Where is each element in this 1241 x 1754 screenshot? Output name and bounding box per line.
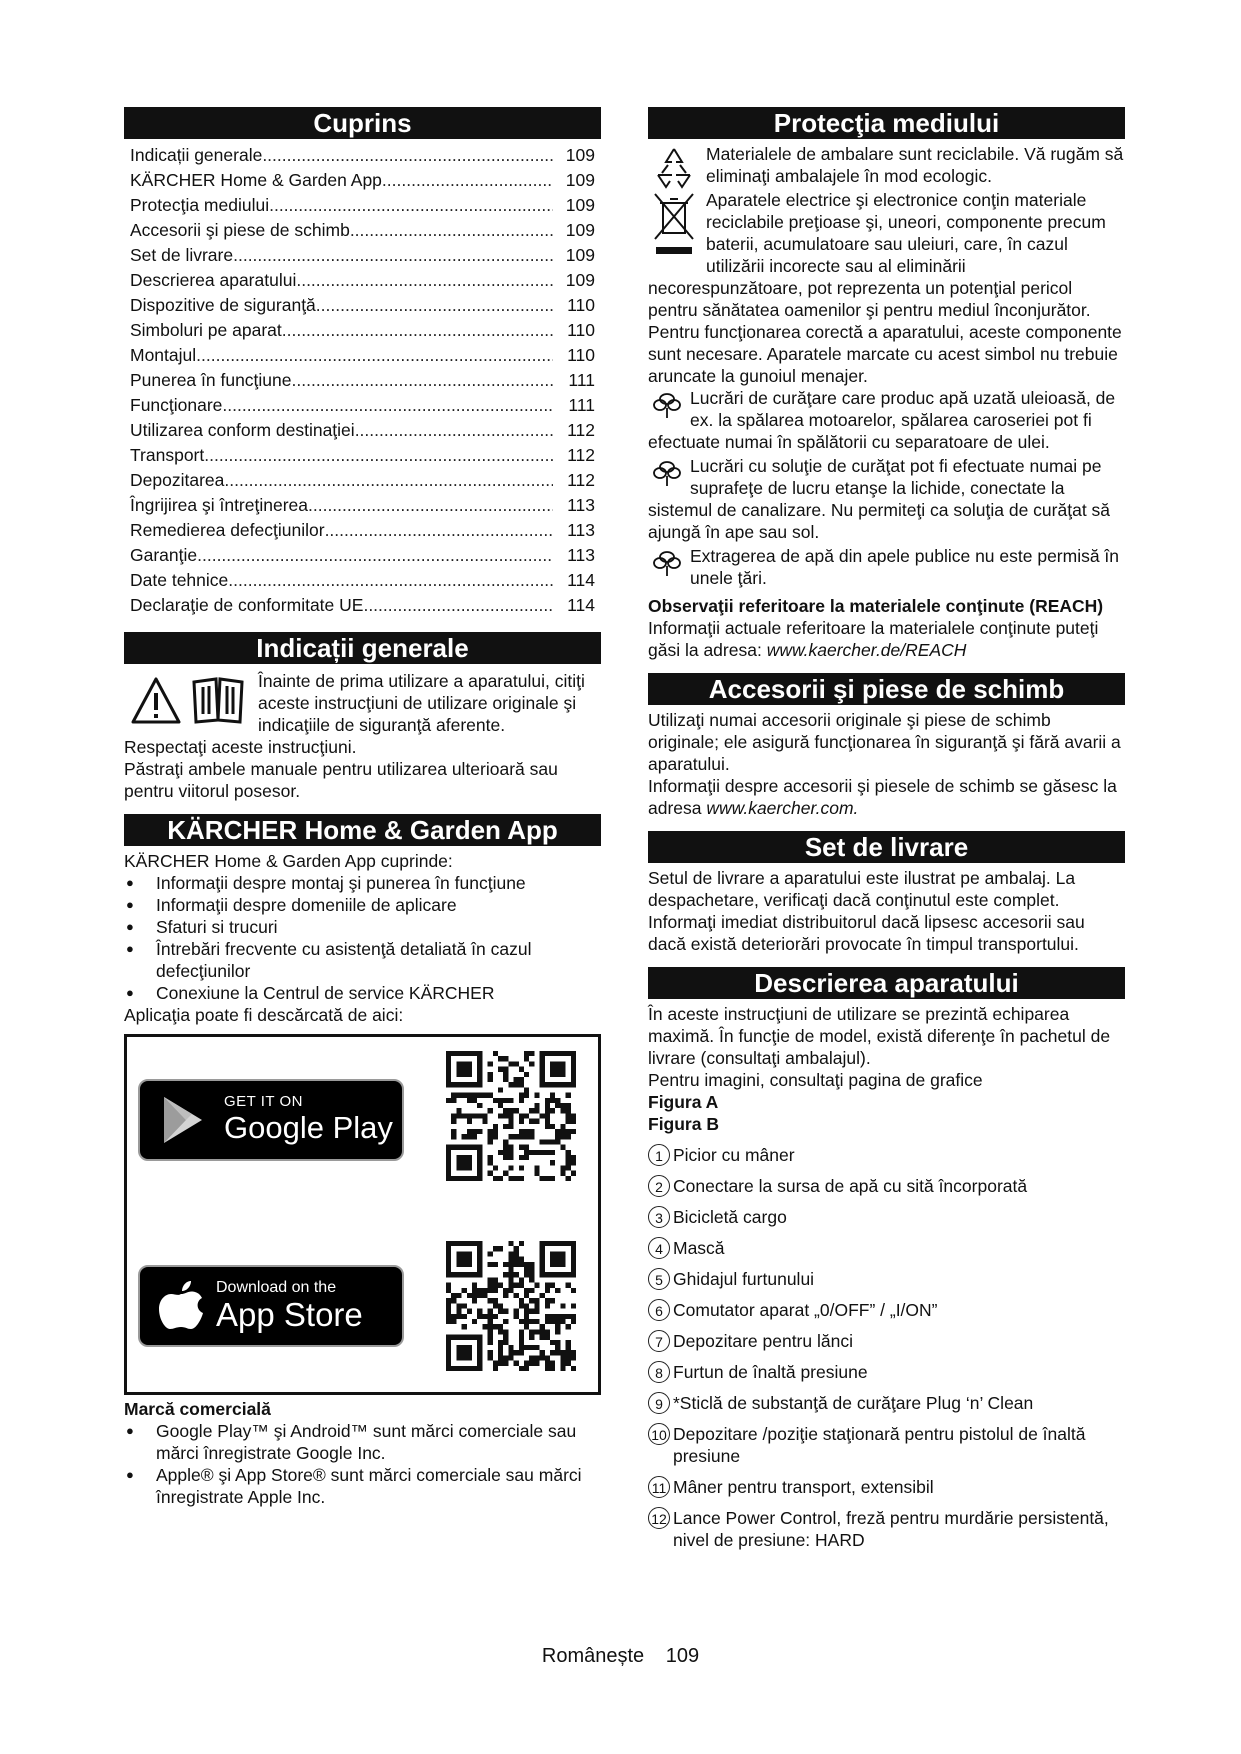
item-number-badge: 1 bbox=[648, 1144, 670, 1166]
list-item bbox=[648, 1423, 1125, 1467]
manual-book-icon bbox=[190, 676, 246, 724]
env-electro-note bbox=[648, 189, 1125, 387]
item-text: Furtun de înaltă presiune bbox=[673, 1362, 868, 1382]
toc-entry-title: Îngrijirea şi întreţinerea bbox=[130, 495, 308, 515]
reach-text bbox=[648, 617, 1125, 661]
toc-entry[interactable] bbox=[124, 168, 601, 193]
list-item bbox=[648, 1507, 1125, 1551]
env-solution-note bbox=[648, 455, 1125, 543]
item-text: Lance Power Control, freză pentru murdărie persistentă, nivel de presiune: HARD bbox=[673, 1508, 1109, 1550]
item-number-badge: 12 bbox=[648, 1507, 670, 1529]
app-download-text: Aplicaţia poate fi descărcată de aici: bbox=[124, 1005, 404, 1025]
list-item bbox=[648, 1268, 1125, 1290]
toc-entry-title: Garanţie bbox=[130, 545, 198, 565]
left-column bbox=[124, 107, 601, 1508]
env-oil-text: Lucrări de curăţare care produc apă uzată uleioasă, de ex. la spălarea motoarelor, spălarea caroseriei pot fi efectuate numai în spălătorii cu separatoare de ulei. bbox=[648, 388, 1116, 452]
toc-entry-page: 112 bbox=[567, 445, 595, 465]
toc-entry[interactable] bbox=[124, 543, 601, 568]
toc-entry[interactable] bbox=[124, 418, 601, 443]
toc-leader-dots bbox=[269, 193, 553, 218]
env-water-text: Extragerea de apă din apele publice nu este permisă în unele ţări. bbox=[690, 546, 1120, 588]
toc-leader-dots bbox=[350, 218, 553, 243]
toc-leader-dots bbox=[196, 343, 553, 368]
toc-entry-page: 112 bbox=[567, 420, 595, 440]
toc-leader-dots bbox=[224, 468, 553, 493]
toc-entry[interactable] bbox=[124, 393, 601, 418]
item-text: Mâner pentru transport, extensibil bbox=[673, 1477, 934, 1497]
item-number-badge: 6 bbox=[648, 1299, 670, 1321]
item-number-badge: 2 bbox=[648, 1175, 670, 1197]
general-warning bbox=[124, 668, 601, 736]
item-text: Mască bbox=[673, 1238, 725, 1258]
item-text: Conectare la sursa de apă cu sită încorporată bbox=[673, 1176, 1028, 1196]
toc-entry-title: Protecţia mediului bbox=[130, 195, 270, 215]
footer-page-number: 109 bbox=[665, 1645, 700, 1667]
right-column bbox=[648, 107, 1125, 1551]
toc-entry[interactable] bbox=[124, 268, 601, 293]
toc-leader-dots bbox=[308, 493, 553, 518]
toc-leader-dots bbox=[292, 368, 553, 393]
list-item bbox=[648, 1476, 1125, 1498]
toc-entry[interactable] bbox=[124, 218, 601, 243]
toc-leader-dots bbox=[222, 393, 553, 418]
toc-entry-page: 114 bbox=[567, 570, 595, 590]
item-text: Bicicletă cargo bbox=[673, 1207, 787, 1227]
toc-entry[interactable] bbox=[124, 143, 601, 168]
description-heading: Descrierea aparatului bbox=[648, 967, 1125, 999]
toc-entry-page: 109 bbox=[565, 195, 595, 215]
toc-entry-title: Simboluri pe aparat bbox=[130, 320, 282, 340]
list-item bbox=[648, 1144, 1125, 1166]
item-number-badge: 11 bbox=[648, 1476, 670, 1498]
list-item bbox=[648, 1237, 1125, 1259]
app-store-qr-code bbox=[446, 1241, 576, 1371]
toc-entry-title: Montajul bbox=[130, 345, 197, 365]
general-paragraph-2: Păstraţi ambele manuale pentru utilizarea ulterioară sau pentru viitorul posesor. bbox=[124, 759, 558, 801]
toc-leader-dots bbox=[228, 568, 553, 593]
footer-language: Românește bbox=[541, 1645, 645, 1667]
item-number-badge: 10 bbox=[648, 1423, 670, 1445]
reach-title: Observaţii referitoare la materialele conţinute (REACH) bbox=[648, 596, 1104, 616]
toc-entry-page: 113 bbox=[567, 520, 595, 540]
toc-entry[interactable] bbox=[124, 318, 601, 343]
toc-entry-title: Accesorii şi piese de schimb bbox=[130, 220, 350, 240]
toc-entry-page: 113 bbox=[567, 545, 595, 565]
toc-entry[interactable] bbox=[124, 443, 601, 468]
item-text: *Sticlă de substanţă de curăţare Plug ‘n’ Clean bbox=[673, 1393, 1034, 1413]
item-number-badge: 8 bbox=[648, 1361, 670, 1383]
general-heading: Indicații generale bbox=[124, 632, 601, 664]
toc-entry-title: Punerea în funcţiune bbox=[130, 370, 292, 390]
toc-leader-dots bbox=[363, 593, 553, 618]
toc-entry-title: Declaraţie de conformitate UE bbox=[130, 595, 364, 615]
page-footer bbox=[0, 1645, 1241, 1667]
env-recycle-note bbox=[648, 143, 1125, 189]
toc-entry[interactable] bbox=[124, 343, 601, 368]
description-paragraph-2: Pentru imagini, consultaţi pagina de grafice bbox=[648, 1070, 983, 1090]
list-item bbox=[648, 1175, 1125, 1197]
list-item: ● Apple® şi App Store® sunt mărci comerciale sau mărci înregistrate Apple Inc. bbox=[124, 1464, 601, 1508]
accessories-paragraph-2-body: Informaţii despre accesorii şi piesele de schimb se găsesc la adresa bbox=[648, 776, 1117, 818]
toc-entry-page: 109 bbox=[565, 170, 595, 190]
env-heading: Protecţia mediului bbox=[648, 107, 1125, 139]
reach-text-body: Informaţii actuale referitoare la materialele conţinute puteţi găsi la adresa: bbox=[648, 618, 1099, 660]
toc-list bbox=[124, 143, 601, 618]
toc-entry-page: 113 bbox=[567, 495, 595, 515]
toc-leader-dots bbox=[282, 318, 553, 343]
app-store-button[interactable] bbox=[138, 1265, 404, 1347]
item-number-badge: 7 bbox=[648, 1330, 670, 1352]
google-play-big-label: Google Play bbox=[224, 1110, 393, 1145]
env-solution-text: Lucrări cu soluţie de curăţat pot fi efectuate numai pe suprafeţe de lucru etanşe la lichide, conectate la sistemul de canalizare. Nu permiteţi ca soluţia de curăţat să ajungă în ape sau sol. bbox=[648, 456, 1111, 542]
toc-leader-dots bbox=[262, 143, 553, 168]
toc-leader-dots bbox=[316, 293, 553, 318]
env-electro-text: Aparatele electrice şi electronice conţin materiale reciclabile preţioase şi, uneori, componente precum baterii, acumulatoare sau uleiuri, care, în cazul utilizării incorecte sau al eliminării necorespunzătoare, pot reprezenta un potenţial pericol pentru sănătatea oamenilor şi pentru mediul înconjurător. Pentru funcţionarea corectă a aparatului, aceste componente sunt necesare. Aparatele marcate cu acest simbol nu trebuie aruncate la gunoiul menajer. bbox=[648, 190, 1122, 386]
app-feature-list bbox=[124, 872, 601, 1004]
list-item bbox=[648, 1299, 1125, 1321]
accessories-paragraph-2 bbox=[648, 775, 1125, 819]
toc-entry[interactable] bbox=[124, 468, 601, 493]
water-protection-icon bbox=[652, 547, 682, 577]
delivery-heading: Set de livrare bbox=[648, 831, 1125, 863]
item-text: Comutator aparat „0/OFF” / „I/ON” bbox=[673, 1300, 938, 1320]
toc-entry-page: 110 bbox=[567, 320, 595, 340]
figure-a-label: Figura A bbox=[648, 1092, 719, 1112]
trademark-title: Marcă comercială bbox=[124, 1399, 271, 1419]
toc-entry[interactable] bbox=[124, 593, 601, 618]
item-text: Depozitare /poziţie staţionară pentru pistolul de înaltă presiune bbox=[673, 1424, 1086, 1466]
list-item bbox=[648, 1361, 1125, 1383]
google-play-small-label: GET IT ON bbox=[224, 1093, 303, 1110]
list-item: ● Sfaturi si trucuri bbox=[124, 916, 601, 938]
item-number-badge: 9 bbox=[648, 1392, 670, 1414]
toc-entry[interactable] bbox=[124, 243, 601, 268]
item-number-badge: 5 bbox=[648, 1268, 670, 1290]
list-item: ● Întrebări frecvente cu asistenţă detaliată în cazul defecţiunilor bbox=[124, 938, 601, 982]
toc-entry[interactable] bbox=[124, 568, 601, 593]
parts-list bbox=[648, 1144, 1125, 1551]
toc-leader-dots bbox=[197, 543, 553, 568]
reach-link[interactable]: www.kaercher.de/REACH bbox=[766, 640, 967, 660]
warning-triangle-icon bbox=[130, 676, 182, 726]
trademark-list bbox=[124, 1420, 601, 1508]
toc-entry-page: 112 bbox=[567, 470, 595, 490]
accessories-paragraph-1: Utilizaţi numai accesorii originale şi piese de schimb originale; ele asigură funcţionarea în siguranţă şi fără avarii a aparatului. bbox=[648, 710, 1121, 774]
toc-entry-title: Funcţionare bbox=[130, 395, 223, 415]
toc-entry-page: 109 bbox=[565, 245, 595, 265]
toc-entry-page: 110 bbox=[567, 345, 595, 365]
toc-heading: Cuprins bbox=[124, 107, 601, 139]
app-intro: KÄRCHER Home & Garden App cuprinde: bbox=[124, 851, 453, 871]
google-play-qr-code bbox=[446, 1051, 576, 1181]
recycle-icon bbox=[652, 145, 696, 189]
item-number-badge: 4 bbox=[648, 1237, 670, 1259]
crossed-bin-icon bbox=[652, 191, 696, 257]
env-recycle-text: Materialele de ambalare sunt reciclabile. Vă rugăm să eliminaţi ambalajele în mod ecologic. bbox=[706, 144, 1124, 186]
toc-leader-dots bbox=[296, 268, 553, 293]
app-store-small-label: Download on the bbox=[216, 1279, 337, 1296]
list-item bbox=[648, 1330, 1125, 1352]
item-number-badge: 3 bbox=[648, 1206, 670, 1228]
toc-leader-dots bbox=[325, 518, 553, 543]
toc-entry-page: 111 bbox=[568, 395, 595, 415]
description-paragraph-1: În aceste instrucţiuni de utilizare se prezintă echiparea maximă. În funcţie de model, există diferenţe în pachetul de livrare (consultaţi ambalajul). bbox=[648, 1004, 1111, 1068]
toc-entry[interactable] bbox=[124, 518, 601, 543]
app-download-box bbox=[124, 1034, 601, 1395]
toc-leader-dots bbox=[204, 443, 553, 468]
toc-leader-dots bbox=[382, 168, 553, 193]
item-text: Depozitare pentru lănci bbox=[673, 1331, 853, 1351]
toc-entry-title: Dispozitive de siguranţă bbox=[130, 295, 316, 315]
toc-entry-title: Utilizarea conform destinaţiei bbox=[130, 420, 355, 440]
toc-entry-title: KÄRCHER Home & Garden App bbox=[130, 170, 382, 190]
toc-entry-title: Set de livrare bbox=[130, 245, 234, 265]
item-text: Picior cu mâner bbox=[673, 1145, 795, 1165]
toc-entry[interactable] bbox=[124, 293, 601, 318]
list-item bbox=[648, 1206, 1125, 1228]
toc-entry-page: 109 bbox=[565, 220, 595, 240]
delivery-paragraph-1: Setul de livrare a aparatului este ilustrat pe ambalaj. La despachetare, verificaţi dacă conţinutul este complet. bbox=[648, 868, 1076, 910]
toc-entry-title: Date tehnice bbox=[130, 570, 229, 590]
list-item: ● Informaţii despre montaj şi punerea în funcţiune bbox=[124, 872, 601, 894]
accessories-heading: Accesorii şi piese de schimb bbox=[648, 673, 1125, 705]
toc-entry-page: 109 bbox=[565, 145, 595, 165]
env-water-note bbox=[648, 545, 1125, 589]
toc-entry-page: 114 bbox=[567, 595, 595, 615]
toc-entry[interactable] bbox=[124, 493, 601, 518]
figure-b-label: Figura B bbox=[648, 1114, 719, 1134]
google-play-button[interactable] bbox=[138, 1079, 404, 1161]
toc-leader-dots bbox=[355, 418, 553, 443]
list-item: ● Conexiune la Centrul de service KÄRCHER bbox=[124, 982, 601, 1004]
list-item bbox=[648, 1392, 1125, 1414]
env-oil-note bbox=[648, 387, 1125, 453]
accessories-link[interactable]: www.kaercher.com. bbox=[706, 798, 859, 818]
app-store-big-label: App Store bbox=[216, 1296, 363, 1333]
toc-entry-title: Depozitarea bbox=[130, 470, 225, 490]
app-heading: KÄRCHER Home & Garden App bbox=[124, 814, 601, 846]
toc-leader-dots bbox=[233, 243, 553, 268]
general-paragraph-1: Respectaţi aceste instrucţiuni. bbox=[124, 737, 357, 757]
toc-entry-title: Indicații generale bbox=[130, 145, 263, 165]
toc-entry-page: 110 bbox=[567, 295, 595, 315]
delivery-paragraph-2: Informaţi imediat distribuitorul dacă lipsesc accesorii sau dacă există deteriorări provocate în timpul transportului. bbox=[648, 912, 1085, 954]
toc-entry-page: 111 bbox=[568, 370, 595, 390]
toc-entry-page: 109 bbox=[565, 270, 595, 290]
water-protection-icon bbox=[652, 457, 682, 487]
google-play-icon bbox=[156, 1093, 210, 1147]
toc-entry-title: Remedierea defecţiunilor bbox=[130, 520, 325, 540]
apple-icon bbox=[158, 1280, 204, 1332]
toc-entry-title: Transport bbox=[130, 445, 205, 465]
list-item: ● Informaţii despre domeniile de aplicare bbox=[124, 894, 601, 916]
toc-entry[interactable] bbox=[124, 193, 601, 218]
general-warning-text: Înainte de prima utilizare a aparatului, citiţi aceste instrucţiuni de utilizare originale şi indicaţiile de siguranţă aferente. bbox=[258, 671, 585, 735]
water-protection-icon bbox=[652, 389, 682, 419]
item-text: Ghidajul furtunului bbox=[673, 1269, 815, 1289]
toc-entry[interactable] bbox=[124, 368, 601, 393]
list-item: ● Google Play™ şi Android™ sunt mărci comerciale sau mărci înregistrate Google Inc. bbox=[124, 1420, 601, 1464]
toc-entry-title: Descrierea aparatului bbox=[130, 270, 297, 290]
